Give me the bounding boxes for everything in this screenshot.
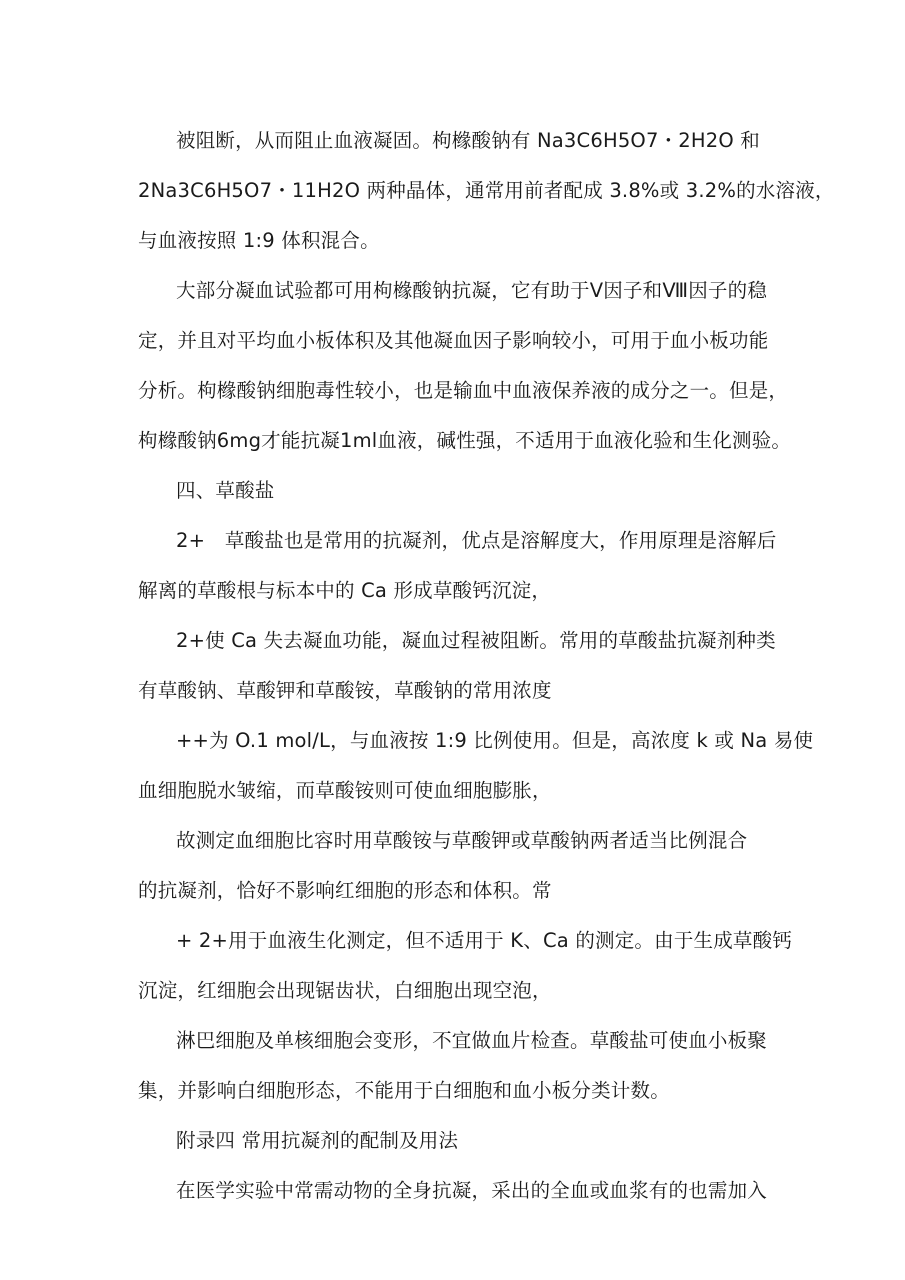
text-line-3: 与血液按照 1:9 体积混合。 — [138, 229, 380, 252]
text-line-18: 沉淀，红细胞会出现锯齿状，白细胞出现空泡， — [138, 979, 552, 1002]
appendix-heading: 附录四 常用抗凝剂的配制及用法 — [176, 1129, 459, 1152]
text-line-15: 故测定血细胞比容时用草酸铵与草酸钾或草酸钠两者适当比例混合 — [176, 829, 748, 852]
text-line-16: 的抗凝剂，恰好不影响红细胞的形态和体积。常 — [138, 879, 552, 902]
text-line-1: 被阻断，从而阻止血液凝固。枸橼酸钠有 Na3C6H5O7・2H2O 和 — [176, 129, 761, 152]
text-line-6: 分析。枸橼酸钠细胞毒性较小，也是输血中血液保养液的成分之一。但是， — [138, 379, 789, 402]
text-line-7: 枸橼酸钠6mg才能抗凝1ml血液，碱性强，不适用于血液化验和生化测验。 — [138, 429, 792, 452]
text-line-10: 解离的草酸根与标本中的 Ca 形成草酸钙沉淀， — [138, 579, 552, 602]
text-line-5: 定，并且对平均血小板体积及其他凝血因子影响较小，可用于血小板功能 — [138, 329, 769, 352]
text-line-14: 血细胞脱水皱缩，而草酸铵则可使血细胞膨胀， — [138, 779, 552, 802]
text-line-9: 2+ 草酸盐也是常用的抗凝剂，优点是溶解度大，作用原理是溶解后 — [176, 529, 777, 552]
text-line-12: 有草酸钠、草酸钾和草酸铵，草酸钠的常用浓度 — [138, 679, 552, 702]
text-line-22: 在医学实验中常需动物的全身抗凝，采出的全血或血浆有的也需加入 — [176, 1179, 768, 1202]
section-heading-oxalate: 四、草酸盐 — [176, 479, 275, 502]
text-line-11: 2+使 Ca 失去凝血功能，凝血过程被阻断。常用的草酸盐抗凝剂种类 — [176, 629, 776, 652]
text-line-4: 大部分凝血试验都可用枸橼酸钠抗凝，它有助于Ⅴ因子和Ⅷ因子的稳 — [176, 279, 768, 302]
text-line-17: + 2+用于血液生化测定，但不适用于 K、Ca 的测定。由于生成草酸钙 — [176, 929, 793, 952]
text-line-20: 集，并影响白细胞形态，不能用于白细胞和血小板分类计数。 — [138, 1079, 670, 1102]
text-line-13: ++为 O.1 mol/L，与血液按 1:9 比例使用。但是，高浓度 k 或 Na 易使 — [176, 729, 814, 752]
text-line-2: 2Na3C6H5O7・11H2O 两种晶体，通常用前者配成 3.8%或 3.2%的水溶液， — [138, 179, 835, 202]
text-line-19: 淋巴细胞及单核细胞会变形，不宜做血片检查。草酸盐可使血小板聚 — [176, 1029, 768, 1052]
